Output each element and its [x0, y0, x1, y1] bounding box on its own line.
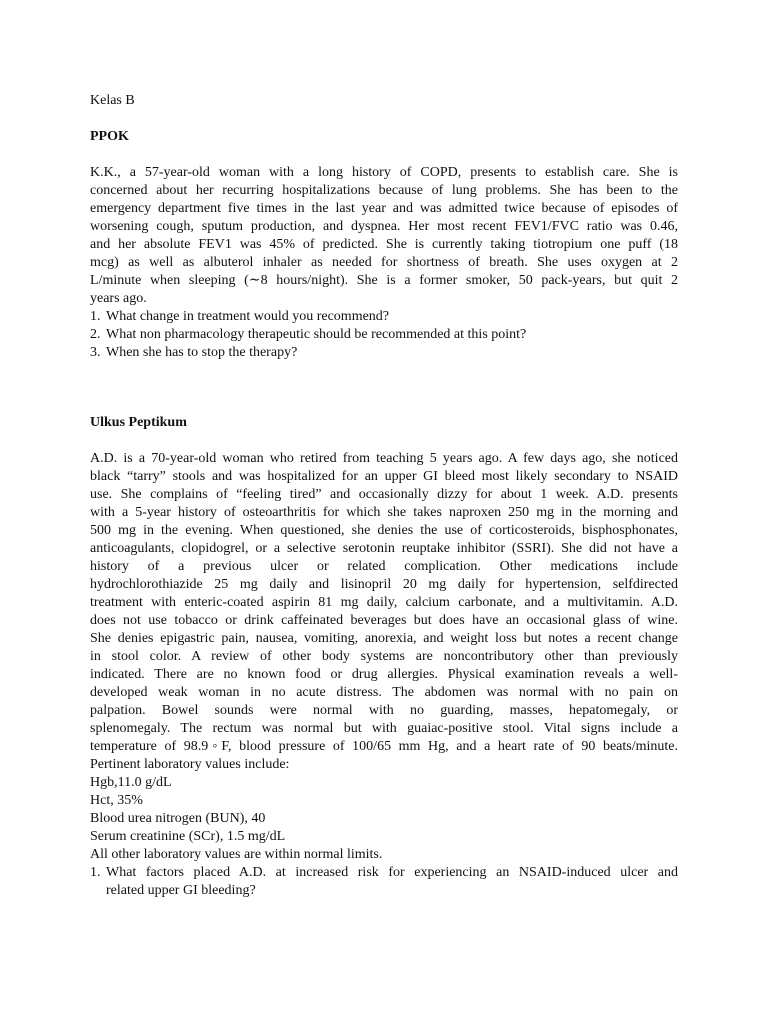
section-heading-ppok: PPOK — [90, 129, 129, 144]
paragraph-line: and her absolute FEV1 was 45% of predicted. She is currently taking tiotropium one puff (18 — [90, 237, 678, 252]
paragraph-line: mcg) as well as albuterol inhaler as needed for shortness of breath. She uses oxygen at 2 — [90, 255, 678, 270]
question-text: What change in treatment would you recommend? — [106, 309, 390, 324]
paragraph-line: treatment with enteric-coated aspirin 81 mg daily, calcium carbonate, and a multivitamin. A.D. — [90, 595, 678, 610]
paragraph-line: A.D. is a 70-year-old woman who retired from teaching 5 years ago. A few days ago, she noticed — [90, 451, 678, 466]
lab-line: Serum creatinine (SCr), 1.5 mg/dL — [90, 829, 286, 844]
lab-line: Blood urea nitrogen (BUN), 40 — [90, 811, 266, 826]
question-number: 3. — [90, 345, 101, 360]
lab-line: Hct, 35% — [90, 793, 143, 808]
case-paragraph-ulkus — [90, 450, 678, 756]
question-number: 1. — [90, 309, 101, 324]
paragraph-line: temperature of 98.9◦F, blood pressure of 100/65 mm Hg, and a heart rate of 90 beats/minute. — [90, 739, 678, 754]
paragraph-line: in stool color. A review of other body systems are noncontributory other than previously — [90, 649, 678, 664]
paragraph-line: use. She complains of “feeling tired” and occasionally dizzy for about 1 week. A.D. presents — [90, 487, 678, 502]
case-paragraph-ppok — [90, 164, 678, 308]
paragraph-line: years ago. — [90, 291, 147, 306]
paragraph-line: developed weak woman in no acute distress. The abdomen was normal with no pain on — [90, 685, 678, 700]
list-item — [90, 864, 678, 882]
paragraph-line: She denies epigastric pain, nausea, vomiting, anorexia, and weight loss but notes a recent change — [90, 631, 678, 646]
list-item — [90, 326, 678, 344]
lab-line: Hgb,11.0 g/dL — [90, 775, 172, 790]
paragraph-line: worsening cough, sputum production, and dyspnea. Her most recent FEV1/FVC ratio was 0.46, — [90, 219, 678, 234]
question-text: What factors placed A.D. at increased risk for experiencing an NSAID-induced ulcer and — [106, 865, 678, 880]
paragraph-line: hydrochlorothiazide 25 mg daily and lisinopril 20 mg daily for hypertension, selfdirected — [90, 577, 678, 592]
paragraph-line: does not use tobacco or drink caffeinated beverages but does have an occasional glass of wine. — [90, 613, 678, 628]
paragraph-line: concerned about her recurring hospitalizations because of lung problems. She has been to the — [90, 183, 678, 198]
class-label: Kelas B — [90, 93, 135, 108]
paragraph-line: anticoagulants, clopidogrel, or a selective serotonin reuptake inhibitor (SSRI). She did not have a — [90, 541, 678, 556]
paragraph-line: indicated. There are no known food or drug allergies. Physical examination reveals a well- — [90, 667, 678, 682]
question-text: When she has to stop the therapy? — [106, 345, 298, 360]
paragraph-line: splenomegaly. The rectum was normal but with guaiac-positive stool. Vital signs include a — [90, 721, 678, 736]
paragraph-line: black “tarry” stools and was hospitalized for an upper GI bleed most likely secondary to NSAID — [90, 469, 678, 484]
paragraph-line: L/minute when sleeping (∼8 hours/night). She is a former smoker, 50 pack-years, but quit 2 — [90, 273, 678, 288]
list-item — [90, 344, 678, 362]
paragraph-line: K.K., a 57-year-old woman with a long history of COPD, presents to establish care. She is — [90, 165, 678, 180]
document-page — [90, 92, 678, 900]
question-text-continued: related upper GI bleeding? — [106, 883, 256, 898]
paragraph-line: 500 mg in the evening. When questioned, she denies the use of corticosteroids, bisphosphonates, — [90, 523, 678, 538]
list-item — [90, 308, 678, 326]
lab-line: All other laboratory values are within normal limits. — [90, 847, 383, 862]
question-number: 1. — [90, 865, 101, 880]
paragraph-line: palpation. Bowel sounds were normal with no guarding, masses, hepatomegaly, or — [90, 703, 678, 718]
paragraph-line: history of a previous ulcer or related complication. Other medications include — [90, 559, 678, 574]
paragraph-line: emergency department five times in the last year and was admitted twice because of episodes of — [90, 201, 678, 216]
lab-line: Pertinent laboratory values include: — [90, 757, 290, 772]
question-list-ppok — [90, 308, 678, 362]
question-text: What non pharmacology therapeutic should be recommended at this point? — [106, 327, 527, 342]
question-number: 2. — [90, 327, 101, 342]
paragraph-line: with a 5-year history of osteoarthritis for which she takes naproxen 250 mg in the morning and — [90, 505, 678, 520]
lab-values — [90, 756, 678, 864]
section-heading-ulkus-peptikum: Ulkus Peptikum — [90, 415, 187, 430]
question-list-ulkus — [90, 864, 678, 900]
